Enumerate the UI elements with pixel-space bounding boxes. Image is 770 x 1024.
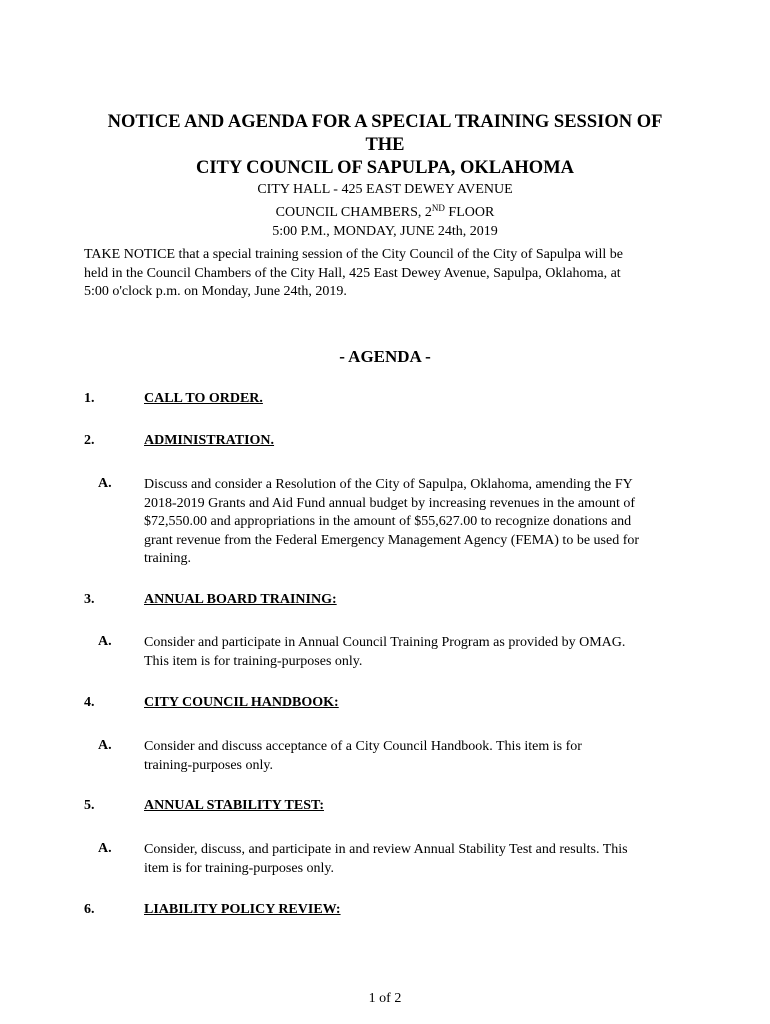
- item-3-sub-letter: A.: [98, 634, 112, 649]
- item-2-sub-line-5: training.: [144, 551, 192, 566]
- notice-line-2: held in the Council Chambers of the City Hall, 425 East Dewey Avenue, Sapulpa, Oklahoma, at: [84, 265, 621, 281]
- document-header: [60, 111, 710, 241]
- chambers-suffix: FLOOR: [444, 205, 495, 220]
- item-5-number: 5.: [84, 798, 95, 813]
- item-6-number: 6.: [84, 902, 95, 917]
- title-line-2: THE: [365, 135, 405, 155]
- item-3-sub-line-1: Consider and participate in Annual Council Training Program as provided by OMAG.: [144, 635, 626, 650]
- item-1-number: 1.: [84, 391, 95, 406]
- item-2-sub-line-2: 2018-2019 Grants and Aid Fund annual budget by increasing revenues in the amount of: [144, 495, 636, 511]
- item-3-heading: ANNUAL BOARD TRAINING:: [144, 592, 337, 607]
- item-2-sub-text: [144, 476, 694, 569]
- item-2-sub-line-1: Discuss and consider a Resolution of the City of Sapulpa, Oklahoma, amending the FY: [144, 477, 633, 492]
- item-2-number: 2.: [84, 433, 95, 448]
- item-3-sub-text: [144, 634, 694, 671]
- title-line-1: NOTICE AND AGENDA FOR A SPECIAL TRAINING SESSION OF: [107, 112, 663, 132]
- item-2-heading: ADMINISTRATION.: [144, 433, 275, 448]
- item-4-sub-line-1: Consider and discuss acceptance of a City Council Handbook. This item is for: [144, 739, 582, 754]
- item-5-sub-letter: A.: [98, 841, 112, 856]
- item-2-sub-line-3: $72,550.00 and appropriations in the amount of $55,627.00 to recognize donations and: [144, 514, 632, 529]
- item-5-sub-line-1: Consider, discuss, and participate in and review Annual Stability Test and results. This: [144, 842, 628, 857]
- item-5-sub-text: [144, 841, 694, 878]
- chambers-prefix: COUNCIL CHAMBERS, 2: [275, 205, 432, 220]
- item-2-sub-line-4: grant revenue from the Federal Emergency Management Agency (FEMA) to be used for: [144, 532, 640, 548]
- item-3-number: 3.: [84, 592, 95, 607]
- item-1-heading: CALL TO ORDER.: [144, 391, 263, 406]
- chambers-line: [60, 199, 710, 222]
- item-4-sub-text: [144, 738, 694, 775]
- item-2-sub-letter: A.: [98, 476, 112, 491]
- notice-paragraph: [84, 246, 694, 302]
- agenda-title: - AGENDA -: [339, 347, 431, 366]
- item-4-number: 4.: [84, 695, 95, 710]
- title-line-3: CITY COUNCIL OF SAPULPA, OKLAHOMA: [195, 158, 575, 178]
- item-6-heading: LIABILITY POLICY REVIEW:: [144, 902, 341, 917]
- item-4-heading: CITY COUNCIL HANDBOOK:: [144, 695, 339, 710]
- item-4-sub-line-2: training-purposes only.: [144, 757, 273, 773]
- notice-line-3: 5:00 o'clock p.m. on Monday, June 24th, 2019.: [84, 284, 347, 299]
- datetime-line: 5:00 P.M., MONDAY, JUNE 24th, 2019: [272, 224, 498, 239]
- item-5-heading: ANNUAL STABILITY TEST:: [144, 798, 324, 813]
- address-line: CITY HALL - 425 EAST DEWEY AVENUE: [257, 182, 513, 197]
- notice-line-1: TAKE NOTICE that a special training session of the City Council of the City of Sapulpa will be: [84, 247, 623, 262]
- item-4-sub-letter: A.: [98, 738, 112, 753]
- item-3-sub-line-2: This item is for training-purposes only.: [144, 653, 363, 669]
- page-number: 1 of 2: [368, 991, 402, 1006]
- item-5-sub-line-2: item is for training-purposes only.: [144, 860, 335, 876]
- chambers-ordinal: ND: [431, 203, 445, 213]
